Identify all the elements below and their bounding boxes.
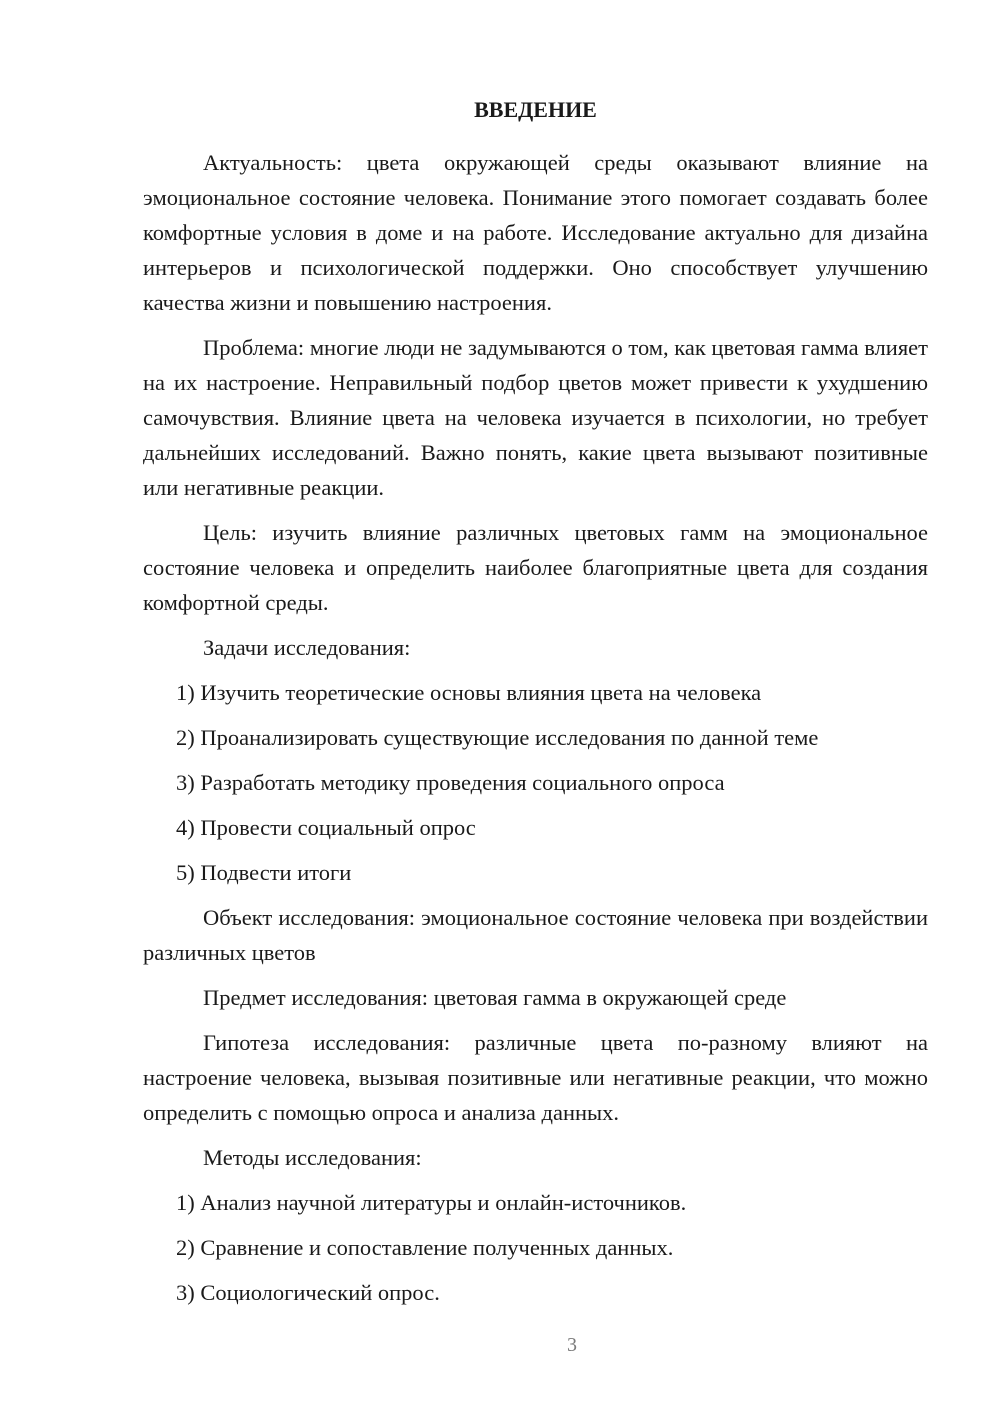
goal-paragraph: Цель: изучить влияние различных цветовых гамм на эмоциональное состояние человека и определить наиболее благоприятные цвета для создания комфортной среды.	[143, 520, 928, 615]
methods-heading: Методы исследования:	[203, 1145, 422, 1170]
task-item: 5) Подвести итоги	[176, 860, 352, 885]
method-item: 1) Анализ научной литературы и онлайн-источников.	[176, 1190, 687, 1215]
task-item: 4) Провести социальный опрос	[176, 815, 476, 840]
hypothesis-paragraph: Гипотеза исследования: различные цвета по-разному влияют на настроение человека, вызывая позитивные или негативные реакции, что можно определить с помощью опроса и анализа данных.	[143, 1030, 928, 1125]
method-item: 2) Сравнение и сопоставление полученных данных.	[176, 1235, 674, 1260]
problem-paragraph: Проблема: многие люди не задумываются о том, как цветовая гамма влияет на их настроение. Неправильный подбор цветов может привести к ухудшению самочувствия. Влияние цвета на человека изучается в психологии, но требует дальнейших исследований. Важно понять, какие цвета вызывают позитивные или негативные реакции.	[143, 335, 928, 500]
tasks-heading: Задачи исследования:	[203, 635, 411, 660]
method-item: 3) Социологический опрос.	[176, 1280, 440, 1305]
relevance-paragraph: Актуальность: цвета окружающей среды оказывают влияние на эмоциональное состояние человека. Понимание этого помогает создавать более комфортные условия в доме и на работе. Исследование актуально для дизайна интерьеров и психологической поддержки. Оно способствует улучшению качества жизни и повышению настроения.	[143, 150, 928, 315]
object-paragraph: Объект исследования: эмоциональное состояние человека при воздействии различных цветов	[143, 905, 928, 965]
task-item: 2) Проанализировать существующие исследования по данной теме	[176, 725, 819, 750]
document-page	[143, 92, 928, 1320]
tasks-list	[143, 675, 928, 890]
document-title: ВВЕДЕНИЕ	[474, 97, 597, 122]
subject-paragraph: Предмет исследования: цветовая гамма в окружающей среде	[203, 985, 787, 1010]
page-number: 3	[567, 1334, 577, 1356]
methods-list	[143, 1185, 928, 1310]
task-item: 3) Разработать методику проведения социального опроса	[176, 770, 725, 795]
task-item: 1) Изучить теоретические основы влияния цвета на человека	[176, 680, 762, 705]
